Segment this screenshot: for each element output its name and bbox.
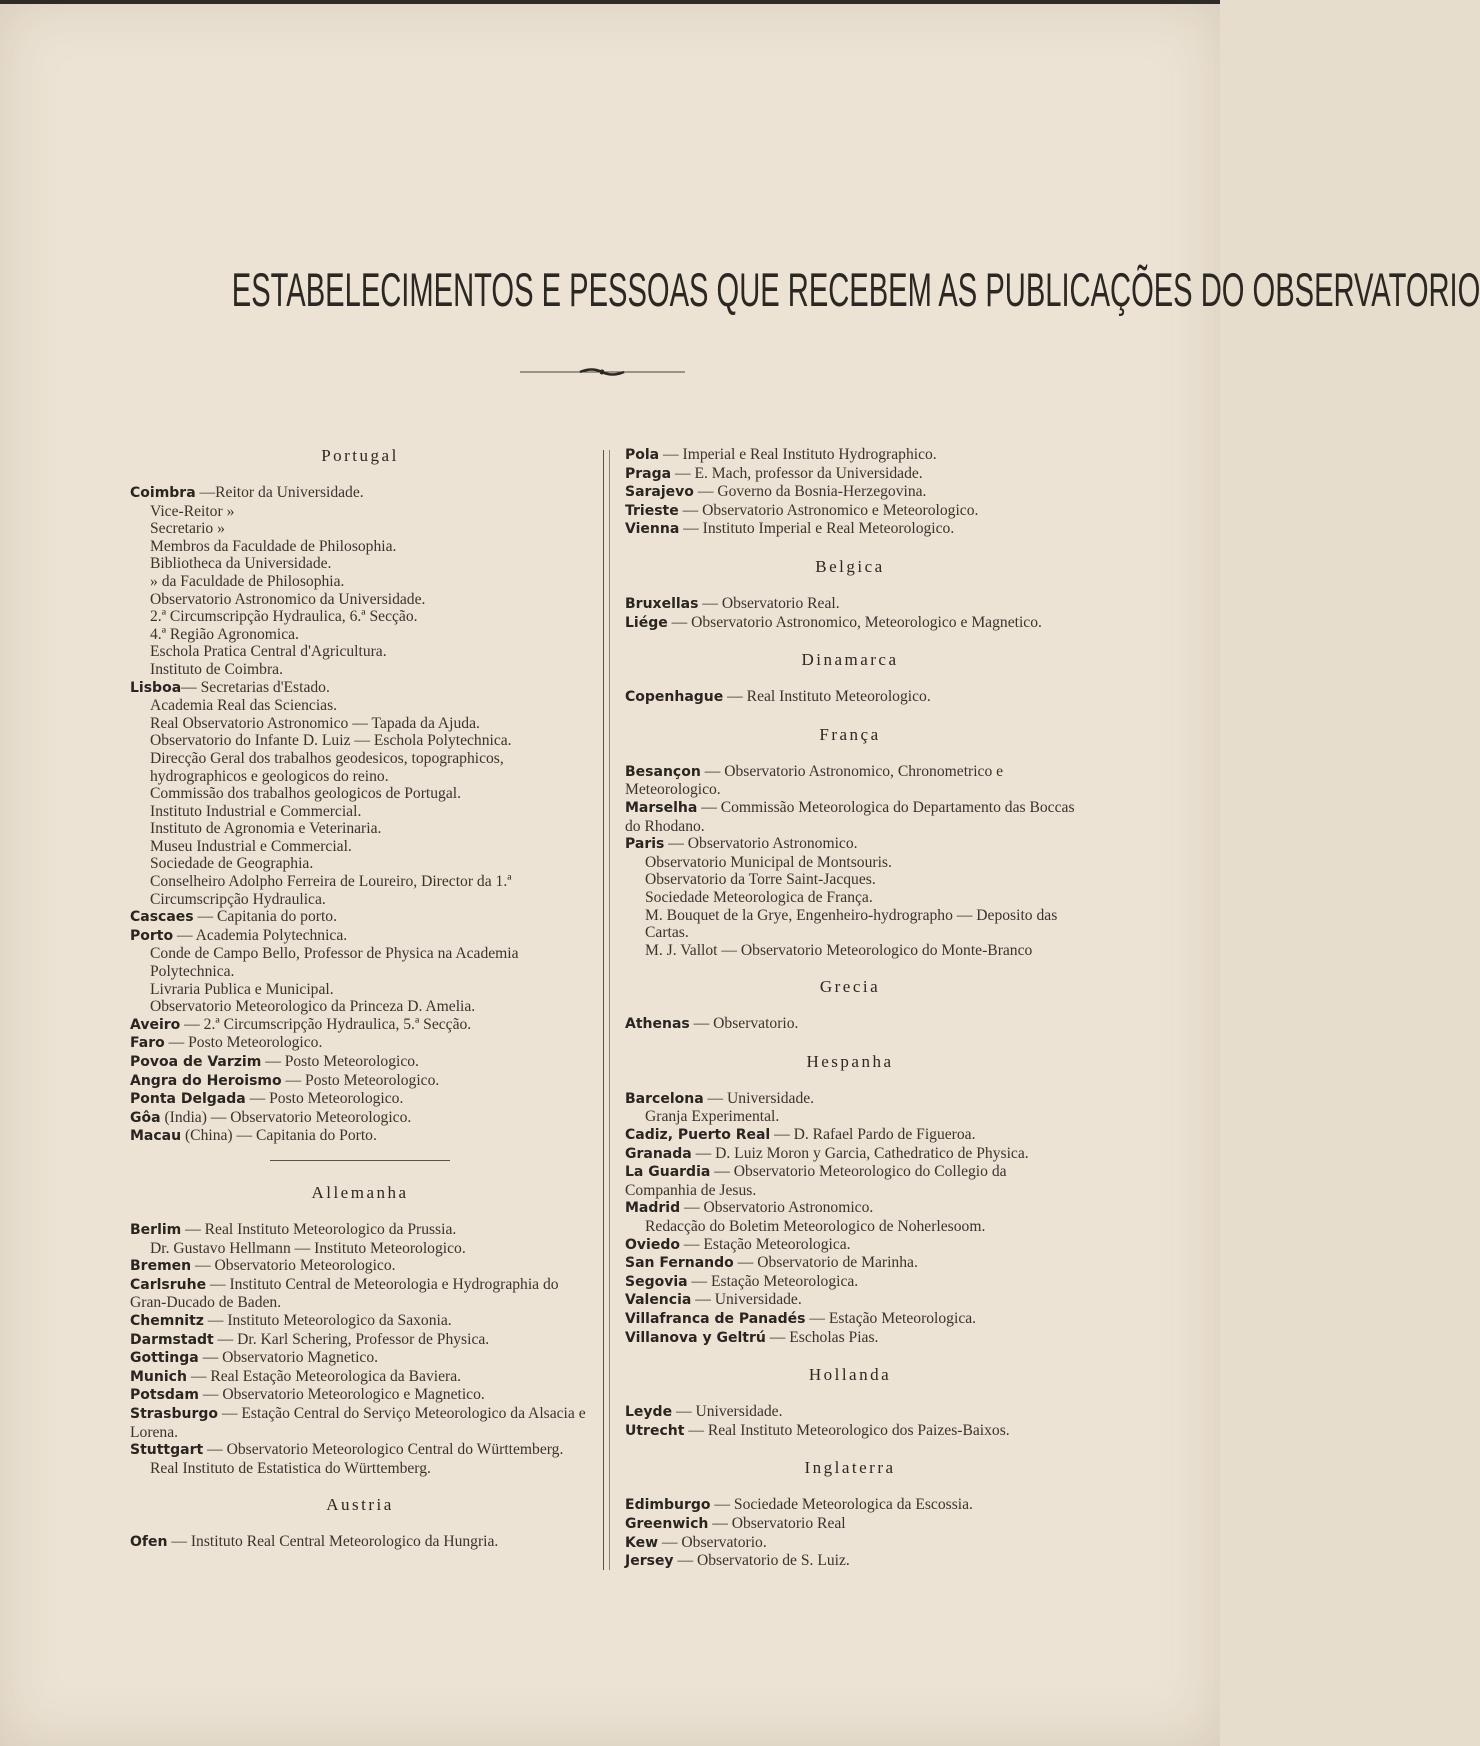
entry-text: — Real Instituto Meteorologico dos Paizes-Baixos.	[684, 1421, 1010, 1439]
entry-hespanha-12	[625, 1329, 1075, 1348]
entry-text: — Sociedade Meteorologica da Escossia.	[710, 1496, 973, 1514]
entry-text: Membros da Faculdade de Philosophia.	[150, 537, 397, 555]
entry-text: — Observatorio de Marinha.	[733, 1254, 918, 1272]
entry-text: Livraria Publica e Municipal.	[150, 980, 334, 998]
entry-text: — Observatorio Magnetico.	[198, 1349, 379, 1367]
place-name: Copenhague	[625, 689, 724, 706]
entry-hespanha-10	[625, 1291, 1075, 1310]
entry-text: — Instituto Central de Meteorologia e Hydrographia do Gran-Ducado de Baden.	[130, 1275, 559, 1312]
place-name: Sarajevo	[625, 484, 694, 501]
entry-text: Sociedade de Geographia.	[150, 855, 314, 873]
entry-text: » da Faculdade de Philosophia.	[150, 572, 345, 590]
entry-text: Dr. Gustavo Hellmann — Instituto Meteorologico.	[150, 1239, 466, 1257]
entry-text: — Capitania do porto.	[193, 908, 337, 926]
entry-portugal-14	[130, 732, 590, 750]
entry-text: — Estação Meteorologica.	[687, 1272, 859, 1290]
entry-text: — Observatorio.	[658, 1533, 767, 1551]
entry-text: — Estação Meteorologica.	[805, 1310, 977, 1327]
entry-text: — Instituto Imperial e Real Meteorologico.	[679, 520, 955, 538]
entry-text: — Observatorio Real	[708, 1514, 846, 1532]
section-heading-grecia: Grecia	[819, 977, 881, 997]
entry-text: Instituto de Agronomia e Veterinaria.	[150, 820, 382, 838]
section-heading-hespanha: Hespanha	[806, 1051, 894, 1071]
entry-franca-1	[625, 799, 1075, 835]
entry-text: — Instituto Real Central Meteorologico da Hungria.	[167, 1533, 499, 1551]
entry-portugal-4	[130, 555, 590, 573]
entry-text: Observatorio Astronomico da Universidade.	[150, 590, 426, 608]
entry-portugal-20	[130, 855, 590, 873]
entry-allemanha-5	[130, 1331, 590, 1350]
entry-portugal-3	[130, 538, 590, 556]
entry-portugal-24	[130, 945, 590, 980]
entry-text: — Observatorio Astronomico, Chronometrico e Meteorologico.	[625, 762, 1004, 799]
entry-text: Observatorio do Infante D. Luiz — Eschola Polytechnica.	[150, 732, 512, 750]
entry-portugal-28	[130, 1034, 590, 1053]
entry-text: — Posto Meteorologico.	[245, 1090, 404, 1108]
entry-text: M. J. Vallot — Observatorio Meteorologico do Monte-Branco	[645, 941, 1033, 959]
place-name: Liége	[625, 614, 668, 631]
entry-inglaterra-1	[625, 1515, 1075, 1534]
entry-text: Real Observatorio Astronomico — Tapada da Ajuda.	[150, 714, 480, 732]
entry-allemanha-7	[130, 1368, 590, 1387]
section-heading-inglaterra: Inglaterra	[804, 1458, 896, 1478]
entry-franca-5	[625, 889, 1075, 907]
entry-inglaterra-0	[625, 1496, 1075, 1515]
section-heading-franca: França	[819, 724, 881, 744]
entry-portugal-27	[130, 1016, 590, 1035]
entry-text: — D. Rafael Pardo de Figueroa.	[770, 1126, 976, 1144]
entry-text: — Observatorio Astronomico.	[664, 835, 858, 853]
entry-text: Observatorio Municipal de Montsouris.	[645, 853, 892, 871]
entry-text: (India) — Observatorio Meteorologico.	[160, 1108, 412, 1126]
entry-allemanha-2	[130, 1257, 590, 1276]
place-name: Paris	[625, 836, 665, 853]
entry-portugal-5	[130, 573, 590, 591]
right-column	[625, 446, 1075, 1571]
entry-text: Observatorio da Torre Saint-Jacques.	[645, 871, 876, 889]
place-name: Villanova y Geltrú	[625, 1329, 766, 1346]
place-name: Barcelona	[625, 1090, 704, 1107]
ornament-divider	[520, 365, 685, 379]
entry-portugal-32	[130, 1109, 590, 1128]
entry-text: —Reitor da Universidade.	[195, 484, 364, 501]
entry-hespanha-1	[625, 1108, 1075, 1126]
entry-portugal-33	[130, 1127, 590, 1146]
entry-allemanha-1	[130, 1240, 590, 1258]
entry-text: — 2.ª Circumscripção Hydraulica, 5.ª Secção.	[180, 1015, 472, 1033]
entry-franca-4	[625, 871, 1075, 889]
entry-text: Redacção do Boletim Meteorologico de Noherlesoom.	[645, 1218, 986, 1236]
entry-franca-7	[625, 942, 1075, 960]
entry-text: — Universidade.	[703, 1089, 815, 1107]
entry-text: — Dr. Karl Schering, Professor de Physica.	[213, 1330, 490, 1348]
entry-allemanha-3	[130, 1276, 590, 1312]
entry-text: — Imperial e Real Instituto Hydrographico.	[659, 446, 937, 463]
entry-text: Secretario »	[150, 520, 225, 538]
place-name: Oviedo	[625, 1236, 680, 1253]
entry-austria_cont-1	[625, 465, 1075, 484]
place-name: Cadiz, Puerto Real	[625, 1127, 771, 1144]
place-name: Berlim	[130, 1221, 182, 1238]
entry-text: 4.ª Região Agronomica.	[150, 625, 299, 643]
place-name: Jersey	[625, 1553, 674, 1570]
entry-text: — Posto Meteorologico.	[281, 1071, 440, 1089]
entry-text: — Real Estação Meteorologica da Baviera.	[186, 1367, 462, 1385]
entry-austria_cont-0	[625, 446, 1075, 465]
place-name: Munich	[130, 1368, 187, 1385]
entry-portugal-17	[130, 803, 590, 821]
section-heading-austria: Austria	[326, 1495, 394, 1515]
place-name: Trieste	[625, 502, 679, 519]
place-name: Angra do Heroismo	[130, 1072, 282, 1089]
page-title: ESTABELECIMENTOS E PESSOAS QUE RECEBEM AS PUBLICAÇÕES DO OBSERVATORIO	[231, 263, 1480, 316]
place-name: Granada	[625, 1145, 692, 1162]
column-divider	[603, 450, 604, 1570]
entry-hollanda-1	[625, 1422, 1075, 1441]
place-name: Marselha	[625, 799, 698, 816]
place-name: San Fernando	[625, 1255, 734, 1272]
entry-portugal-0	[130, 484, 590, 503]
entry-text: Bibliotheca da Universidade.	[150, 555, 332, 573]
entry-text: — Universidade.	[691, 1291, 802, 1309]
entry-text: Granja Experimental.	[645, 1108, 780, 1126]
entry-portugal-30	[130, 1072, 590, 1091]
entry-text: — Observatorio de S. Luiz.	[673, 1552, 850, 1570]
entry-portugal-31	[130, 1090, 590, 1109]
entry-portugal-13	[130, 715, 590, 733]
entry-portugal-8	[130, 626, 590, 644]
entry-hespanha-8	[625, 1254, 1075, 1273]
entry-text: Direcção Geral dos trabalhos geodesicos, topographicos, hydrographicos e geologicos do reino.	[150, 749, 504, 785]
entry-inglaterra-3	[625, 1552, 1075, 1571]
entry-portugal-2	[130, 520, 590, 538]
entry-portugal-21	[130, 873, 590, 908]
entry-text: — Posto Meteorologico.	[164, 1034, 323, 1052]
entry-text: Observatorio Meteorologico da Princeza D. Amelia.	[150, 998, 476, 1016]
entry-portugal-7	[130, 608, 590, 626]
entry-hespanha-6	[625, 1218, 1075, 1236]
entry-text: — Observatorio Meteorologico.	[191, 1257, 396, 1275]
place-name: Macau	[130, 1128, 182, 1145]
entry-portugal-18	[130, 820, 590, 838]
entry-austria_cont-2	[625, 483, 1075, 502]
entry-allemanha-4	[130, 1312, 590, 1331]
entry-allemanha-0	[130, 1221, 590, 1240]
entry-allemanha-11	[130, 1460, 590, 1478]
place-name: Faro	[130, 1035, 165, 1052]
left-column	[130, 446, 590, 1552]
entry-portugal-15	[130, 750, 590, 785]
entry-text: — Real Instituto Meteorologico.	[723, 688, 931, 706]
entry-portugal-23	[130, 927, 590, 946]
place-name: La Guardia	[625, 1164, 711, 1181]
entry-austria_cont-3	[625, 502, 1075, 521]
place-name: Edimburgo	[625, 1497, 711, 1514]
entry-text: Eschola Pratica Central d'Agricultura.	[150, 643, 387, 661]
entry-portugal-16	[130, 785, 590, 803]
entry-text: Conselheiro Adolpho Ferreira de Loureiro, Director da 1.ª Circumscripção Hydraulica.	[150, 873, 512, 908]
entry-text: (China) — Capitania do Porto.	[181, 1127, 377, 1145]
entry-text: — Instituto Meteorologico da Saxonia.	[203, 1311, 452, 1329]
place-name: Pola	[625, 447, 660, 463]
entry-hespanha-11	[625, 1310, 1075, 1329]
entry-text: — D. Luiz Moron y Garcia, Cathedratico de Physica.	[691, 1144, 1029, 1162]
entry-belgica-1	[625, 614, 1075, 633]
place-name: Povoa de Varzim	[130, 1054, 262, 1070]
place-name: Gôa	[130, 1109, 161, 1126]
entry-text: Instituto Industrial e Commercial.	[150, 802, 362, 820]
entry-allemanha-6	[130, 1349, 590, 1368]
entry-text: — Commissão Meteorologica do Departamento das Boccas do Rhodano.	[625, 798, 1075, 835]
entry-austria_cont-4	[625, 520, 1075, 539]
entry-text: — Observatorio Real.	[698, 594, 840, 612]
entry-hespanha-7	[625, 1236, 1075, 1255]
entry-austria-0	[130, 1533, 590, 1552]
section-heading-hollanda: Hollanda	[808, 1365, 892, 1385]
entry-text: — Observatorio Meteorologico do Collegio da Companhia de Jesus.	[625, 1163, 1007, 1199]
place-name: Segovia	[625, 1273, 688, 1290]
entry-text: Commissão dos trabalhos geologicos de Portugal.	[150, 785, 461, 803]
entry-text: Sociedade Meteorologica de França.	[645, 888, 873, 906]
entry-text: — E. Mach, professor da Universidade.	[671, 464, 923, 482]
entry-text: — Escholas Pias.	[765, 1328, 879, 1346]
place-name: Utrecht	[625, 1422, 685, 1439]
place-name: Athenas	[625, 1016, 690, 1033]
entry-portugal-9	[130, 643, 590, 661]
place-name: Ponta Delgada	[130, 1091, 246, 1108]
entry-text: Conde de Campo Bello, Professor de Physica na Academia Polytechnica.	[150, 945, 519, 981]
place-name: Vienna	[625, 521, 680, 538]
place-name: Strasburgo	[130, 1405, 218, 1422]
section-heading-portugal: Portugal	[321, 446, 399, 465]
place-name: Madrid	[625, 1200, 681, 1217]
entry-text: Instituto de Coimbra.	[150, 660, 283, 678]
place-name: Aveiro	[130, 1016, 181, 1033]
entry-franca-3	[625, 854, 1075, 872]
column-divider-inner	[609, 450, 610, 1570]
place-name: Coimbra	[130, 485, 196, 501]
entry-text: Museu Industrial e Commercial.	[150, 837, 352, 855]
entry-portugal-26	[130, 998, 590, 1016]
entry-text: — Governo da Bosnia-Herzegovina.	[693, 483, 927, 501]
place-name: Praga	[625, 465, 672, 482]
entry-text: — Universidade.	[672, 1403, 783, 1421]
entry-hespanha-0	[625, 1090, 1075, 1109]
place-name: Leyde	[625, 1404, 673, 1421]
entry-franca-2	[625, 835, 1075, 854]
entry-text: 2.ª Circumscripção Hydraulica, 6.ª Secção.	[150, 608, 418, 626]
entry-text: — Secretarias d'Estado.	[181, 678, 330, 696]
entry-text: — Estação Meteorologica.	[679, 1235, 851, 1253]
entry-hespanha-4	[625, 1163, 1075, 1199]
entry-portugal-22	[130, 908, 590, 927]
place-name: Besançon	[625, 763, 701, 780]
entry-text: — Observatorio Meteorologico Central do Württemberg.	[203, 1441, 564, 1459]
entry-text: — Observatorio Astronomico, Meteorologico e Magnetico.	[667, 613, 1042, 631]
entry-allemanha-9	[130, 1405, 590, 1441]
entry-portugal-11	[130, 679, 590, 698]
entry-text: M. Bouquet de la Grye, Engenheiro-hydrographo — Deposito das Cartas.	[645, 906, 1058, 942]
entry-allemanha-10	[130, 1441, 590, 1460]
place-name: Ofen	[130, 1534, 168, 1551]
place-name: Valencia	[625, 1292, 692, 1309]
entry-hespanha-9	[625, 1273, 1075, 1292]
place-name: Carlsruhe	[130, 1276, 207, 1293]
entry-hespanha-3	[625, 1145, 1075, 1164]
entry-text: — Observatorio Astronomico e Meteorologico.	[678, 501, 979, 519]
entry-portugal-19	[130, 838, 590, 856]
entry-hollanda-0	[625, 1403, 1075, 1422]
entry-text: — Observatorio.	[689, 1015, 799, 1033]
place-name: Potsdam	[130, 1387, 199, 1404]
top-edge	[0, 0, 1220, 4]
entry-grecia-0	[625, 1015, 1075, 1034]
entry-text: Vice-Reitor »	[150, 502, 235, 520]
section-heading-allemanha: Allemanha	[311, 1182, 409, 1202]
entry-portugal-10	[130, 661, 590, 679]
place-name: Gottinga	[130, 1350, 199, 1367]
entry-text: — Estação Central do Serviço Meteorologico da Alsacia e Lorena.	[130, 1404, 586, 1441]
place-name: Greenwich	[625, 1515, 709, 1532]
section-heading-dinamarca: Dinamarca	[801, 650, 899, 670]
entry-inglaterra-2	[625, 1534, 1075, 1553]
entry-allemanha-8	[130, 1386, 590, 1405]
entry-franca-0	[625, 763, 1075, 799]
place-name: Bremen	[130, 1258, 192, 1275]
entry-text: — Observatorio Astronomico.	[680, 1199, 874, 1217]
entry-text: Real Instituto de Estatistica do Württemberg.	[150, 1459, 431, 1477]
entry-text: Academia Real das Sciencias.	[150, 697, 338, 715]
entry-belgica-0	[625, 595, 1075, 614]
entry-portugal-1	[130, 503, 590, 521]
section-heading-belgica: Belgica	[815, 556, 885, 576]
place-name: Darmstadt	[130, 1331, 214, 1348]
place-name: Lisboa	[130, 679, 182, 696]
entry-text: — Observatorio Meteorologico e Magnetico.	[198, 1386, 485, 1404]
place-name: Villafranca de Panadés	[625, 1311, 806, 1327]
entry-hespanha-2	[625, 1126, 1075, 1145]
entry-portugal-25	[130, 981, 590, 999]
entry-text: — Academia Polytechnica.	[173, 926, 348, 944]
entry-portugal-12	[130, 697, 590, 715]
entry-dinamarca-0	[625, 688, 1075, 707]
place-name: Cascaes	[130, 909, 194, 926]
place-name: Porto	[130, 927, 174, 944]
entry-hespanha-5	[625, 1199, 1075, 1218]
place-name: Stuttgart	[130, 1442, 204, 1459]
entry-franca-6	[625, 907, 1075, 942]
place-name: Bruxellas	[625, 595, 699, 612]
entry-portugal-6	[130, 591, 590, 609]
entry-text: — Real Instituto Meteorologico da Prussia.	[181, 1220, 457, 1238]
place-name: Chemnitz	[130, 1312, 204, 1329]
entry-portugal-29	[130, 1053, 590, 1072]
entry-text: — Posto Meteorologico.	[261, 1053, 419, 1070]
section-rule	[270, 1160, 450, 1161]
place-name: Kew	[625, 1534, 659, 1551]
